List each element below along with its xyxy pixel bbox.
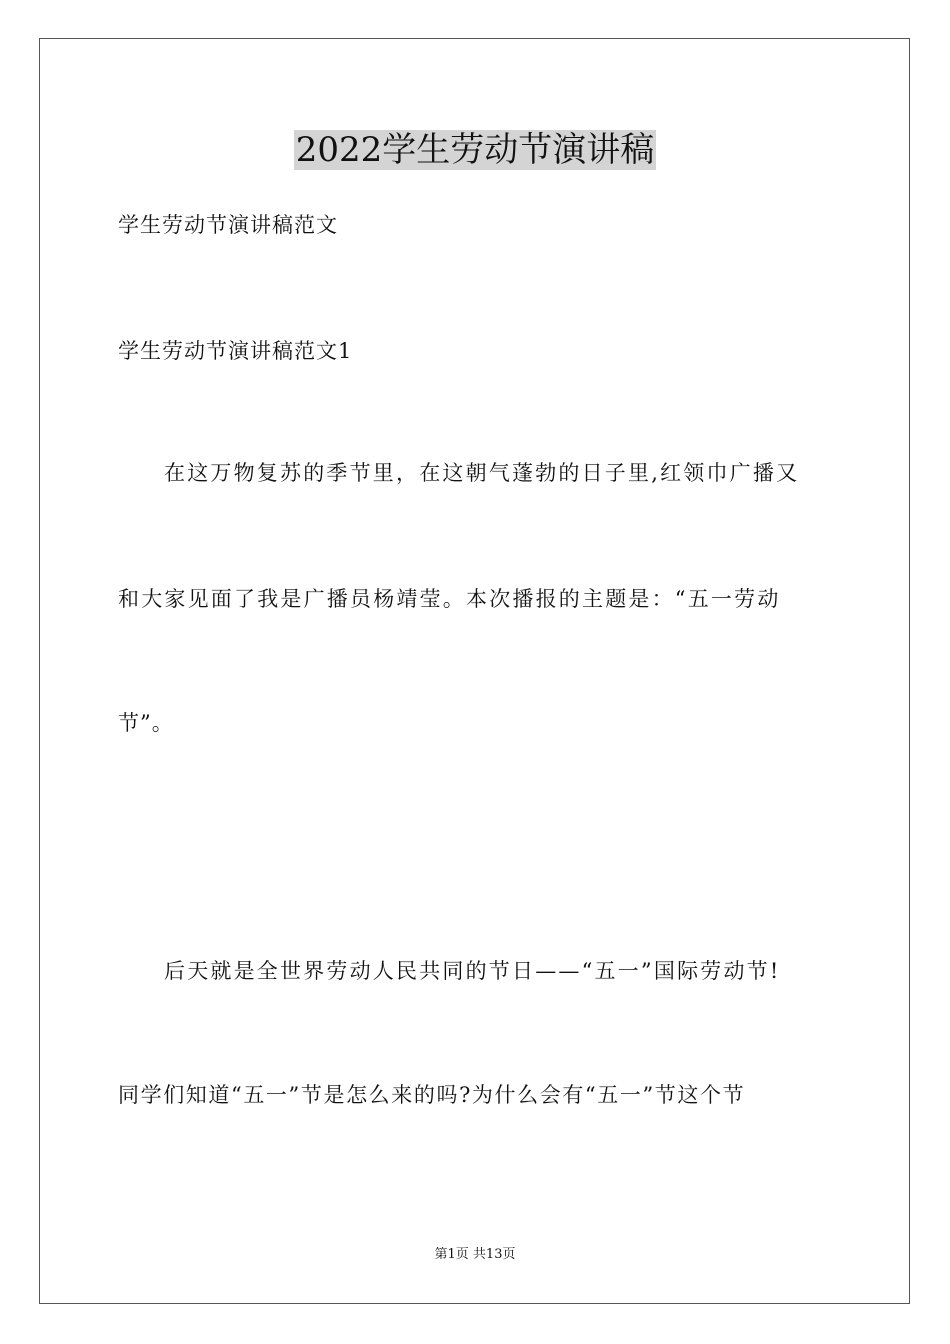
paragraph-line: 节”。 <box>118 711 174 735</box>
paragraph-line: 和大家见面了我是广播员杨靖莹。本次播报的主题是：“五一劳动 <box>118 587 781 611</box>
paragraph-line: 在这万物复苏的季节里，在这朝气蓬勃的日子里,红领巾广播又 <box>164 461 800 485</box>
paragraph-line: 同学们知道“五一”节是怎么来的吗?为什么会有“五一”节这个节 <box>118 1083 746 1107</box>
section-heading: 学生劳动节演讲稿范文 <box>118 213 338 237</box>
paragraph-line: 后天就是全世界劳动人民共同的节日——“五一”国际劳动节! <box>164 959 781 983</box>
document-title <box>0 128 950 172</box>
page-number-footer: 第1页 共13页 <box>434 1247 516 1262</box>
subsection-heading: 学生劳动节演讲稿范文1 <box>118 339 353 363</box>
document-title-text: 2022学生劳动节演讲稿 <box>295 130 655 170</box>
